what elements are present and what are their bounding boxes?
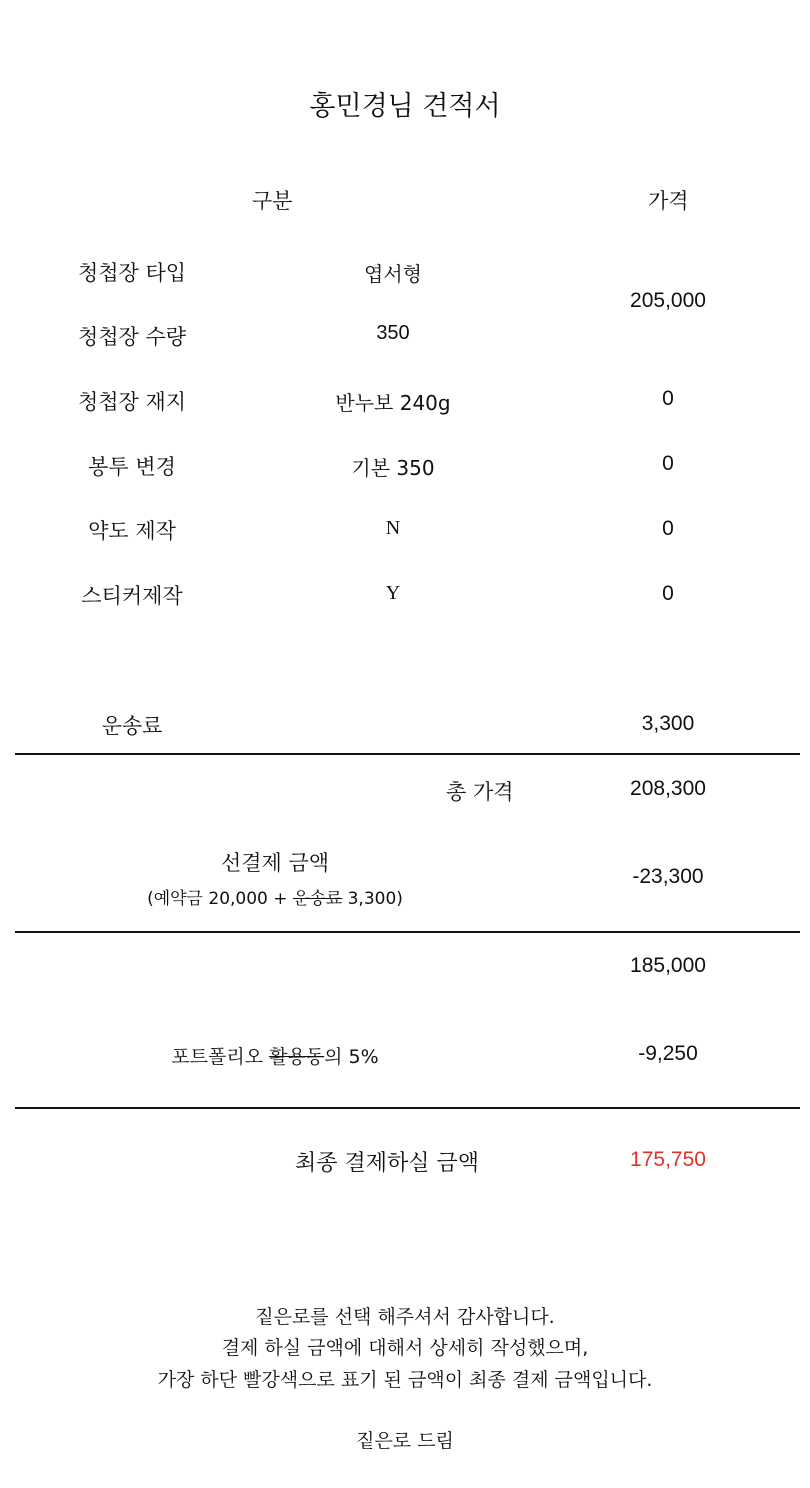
prepay-price: -23,300 bbox=[632, 865, 704, 888]
subtotal-price: 185,000 bbox=[630, 954, 706, 977]
header-price: 가격 bbox=[648, 189, 689, 213]
prepay-detail bbox=[0, 884, 550, 909]
header-category: 구분 bbox=[252, 189, 293, 213]
total-label: 총 가격 bbox=[446, 780, 514, 804]
final-label: 최종 결제하실 금액 bbox=[295, 1151, 480, 1176]
prepay-label: 선결제 금액 bbox=[220, 851, 330, 875]
row-label-paper: 청첩장 재지 bbox=[77, 390, 187, 414]
prepay-detail-prefix: (예약금 20,000 + bbox=[147, 889, 293, 909]
row-label-map: 약도 제작 bbox=[88, 519, 176, 543]
row-label-envelope: 봉투 변경 bbox=[88, 455, 176, 479]
prepay-detail-strike: 운송료 bbox=[292, 889, 343, 909]
row-value-map: N bbox=[385, 517, 401, 539]
row-label-sticker: 스티커제작 bbox=[81, 584, 183, 608]
discount-label-suffix: 의 5% bbox=[324, 1046, 379, 1068]
message-line-2: 결제 하실 금액에 대해서 상세히 작성했으며, bbox=[221, 1337, 589, 1359]
total-price: 208,300 bbox=[630, 777, 706, 800]
divider bbox=[15, 931, 800, 933]
prepay-detail-suffix: 3,300) bbox=[342, 889, 403, 909]
page-title: 홍민경님 견적서 bbox=[309, 91, 501, 122]
row-price-sticker: 0 bbox=[662, 582, 674, 605]
row-value-invitation-quantity: 350 bbox=[376, 322, 410, 344]
divider bbox=[15, 753, 800, 755]
shipping-price: 3,300 bbox=[641, 712, 695, 735]
row-label-invitation-type: 청첩장 타입 bbox=[77, 261, 187, 285]
row-price-envelope: 0 bbox=[662, 452, 674, 475]
row-value-paper: 반누보 240g bbox=[335, 391, 451, 415]
row-price-map: 0 bbox=[662, 517, 674, 540]
message-signature: 짙은로 드림 bbox=[356, 1430, 454, 1452]
discount-label-strike: 활용동 bbox=[269, 1046, 325, 1068]
discount-price: -9,250 bbox=[638, 1042, 698, 1065]
row-value-sticker: Y bbox=[385, 582, 401, 604]
shipping-label: 운송료 bbox=[101, 714, 163, 738]
row-value-envelope: 기본 350 bbox=[351, 456, 435, 480]
group-price: 205,000 bbox=[630, 289, 706, 312]
divider bbox=[15, 1107, 800, 1109]
row-label-invitation-quantity: 청첩장 수량 bbox=[77, 325, 187, 349]
message-line-1: 짙은로를 선택 해주셔서 감사합니다. bbox=[255, 1306, 555, 1328]
message-line-3: 가장 하단 빨강색으로 표기 된 금액이 최종 결제 금액입니다. bbox=[157, 1369, 653, 1391]
row-value-invitation-type: 엽서형 bbox=[364, 262, 422, 286]
discount-label bbox=[0, 1042, 550, 1069]
discount-label-prefix: 포트폴리오 bbox=[171, 1046, 270, 1068]
row-price-paper: 0 bbox=[662, 387, 674, 410]
final-price: 175,750 bbox=[630, 1148, 706, 1171]
